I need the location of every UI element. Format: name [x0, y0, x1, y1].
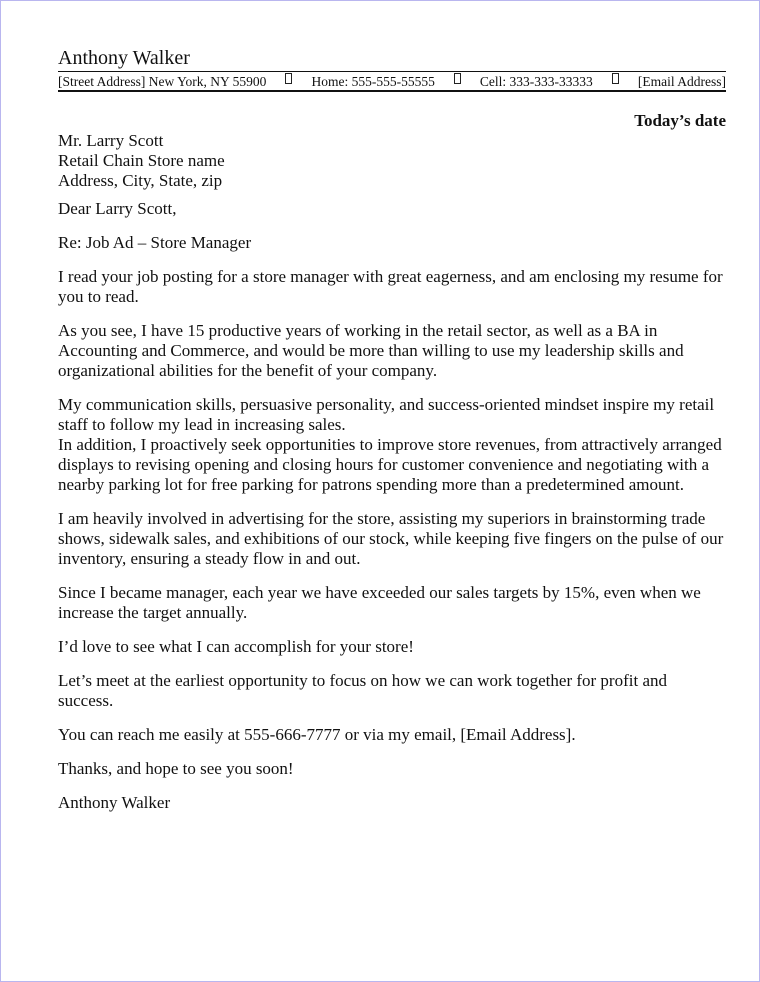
recipient-address: Address, City, State, zip — [58, 171, 223, 190]
subject-line: Re: Job Ad – Store Manager — [58, 233, 252, 252]
contact-address: [Street Address] New York, NY 55900 — [58, 74, 267, 89]
contact-line — [58, 71, 726, 92]
greeting: Dear Larry Scott, — [58, 199, 177, 218]
separator-box-icon — [612, 73, 619, 84]
body-paragraph-5: Since I became manager, each year we have exceeded our sales targets by 15%, even when we increase the target annually. — [58, 583, 701, 622]
recipient-name: Mr. Larry Scott — [58, 131, 164, 150]
separator-box-icon — [285, 73, 292, 84]
body-paragraph-3a: My communication skills, persuasive personality, and success-oriented mindset inspire my retail staff to follow my lead in increasing sales. — [58, 395, 715, 434]
body-paragraph-1: I read your job posting for a store manager with great eagerness, and am enclosing my resume for you to read. — [58, 267, 723, 306]
letter-content — [58, 47, 726, 813]
body-paragraph-4: I am heavily involved in advertising for the store, assisting my superiors in brainstorming trade shows, sidewalk sales, and exhibitions of our stock, while keeping five fingers on the pulse of our inventory, ensuring a steady flow in and out. — [58, 509, 724, 568]
body-paragraph-8: You can reach me easily at 555-666-7777 or via my email, [Email Address]. — [58, 725, 576, 744]
contact-home-phone: Home: 555-555-55555 — [311, 74, 435, 89]
sender-name: Anthony Walker — [58, 47, 190, 69]
contact-email: [Email Address] — [637, 74, 726, 89]
letter-date: Today’s date — [634, 111, 726, 130]
body-paragraph-3b: In addition, I proactively seek opportunities to improve store revenues, from attractively arranged displays to revising opening and closing hours for customer convenience and negotiating with a nearby parking lot for free parking for patrons spending more than a predetermined amount. — [58, 435, 722, 494]
contact-cell-phone: Cell: 333-333-33333 — [479, 74, 593, 89]
separator-box-icon — [454, 73, 461, 84]
signature: Anthony Walker — [58, 793, 171, 812]
recipient-block — [58, 131, 726, 191]
body-paragraph-9: Thanks, and hope to see you soon! — [58, 759, 294, 778]
recipient-company: Retail Chain Store name — [58, 151, 225, 170]
body-paragraph-6: I’d love to see what I can accomplish for your store! — [58, 637, 414, 656]
body-paragraph-2: As you see, I have 15 productive years of working in the retail sector, as well as a BA in Accounting and Commerce, and would be more than willing to use my leadership skills and organizational abilities for the benefit of your company. — [58, 321, 684, 380]
body-paragraph-7: Let’s meet at the earliest opportunity to focus on how we can work together for profit and success. — [58, 671, 667, 710]
